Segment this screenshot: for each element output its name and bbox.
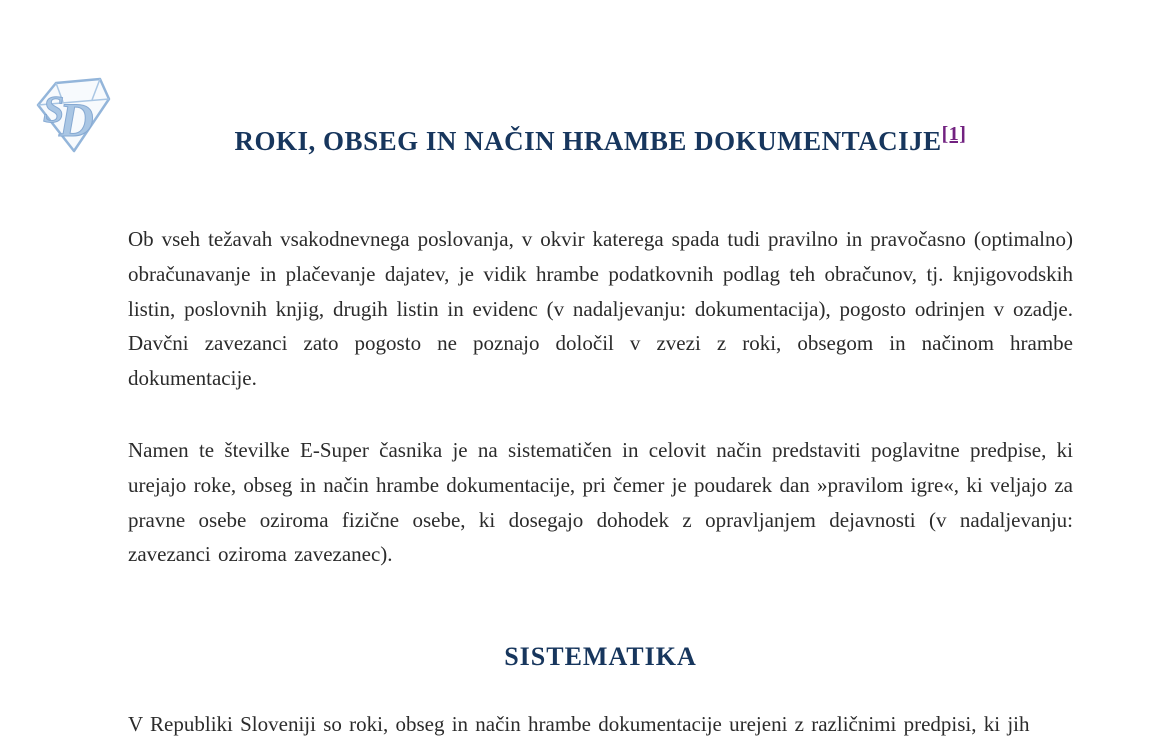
footnote-link-1[interactable]: [1] — [941, 123, 967, 145]
paragraph-purpose: Namen te številke E-Super časnika je na sistematičen in celovit način predstaviti poglavitne predpise, ki urejajo roke, obseg in način hrambe dokumentacije, pri čemer je poudarek dan »pravilom igre«, ki veljajo za pravne osebe oziroma fizične osebe, ki dosegajo dohodek z opravljanjem dejavnosti (v nadaljevanju: zavezanci oziroma zavezanec). — [128, 438, 1073, 567]
document-title — [128, 123, 1073, 157]
document-body — [128, 0, 1073, 743]
section-heading-sistematika: SISTEMATIKA — [504, 642, 697, 671]
paragraph-sistematika-intro: V Republiki Sloveniji so roki, obseg in način hrambe dokumentacije urejeni z različnimi predpisi, ki jih — [128, 712, 1030, 736]
svg-text:D: D — [59, 94, 94, 147]
document-title-text: ROKI, OBSEG IN NAČIN HRAMBE DOKUMENTACIJE — [234, 126, 942, 156]
sd-diamond-logo — [26, 72, 114, 154]
svg-text:S: S — [43, 89, 65, 131]
paragraph-intro: Ob vseh težavah vsakodnevnega poslovanja, v okvir katerega spada tudi pravilno in pravočasno (optimalno) obračunavanje in plačevanje dajatev, je vidik hrambe podatkovnih podlag teh obračunov, tj. knjigovodskih listin, poslovnih knjig, drugih listin in evidenc (v nadaljevanju: dokumentacija), pogosto odrinjen v ozadje. Davčni zavezanci zato pogosto ne poznajo določil v zvezi z roki, obsegom in načinom hrambe dokumentacije. — [128, 227, 1073, 391]
